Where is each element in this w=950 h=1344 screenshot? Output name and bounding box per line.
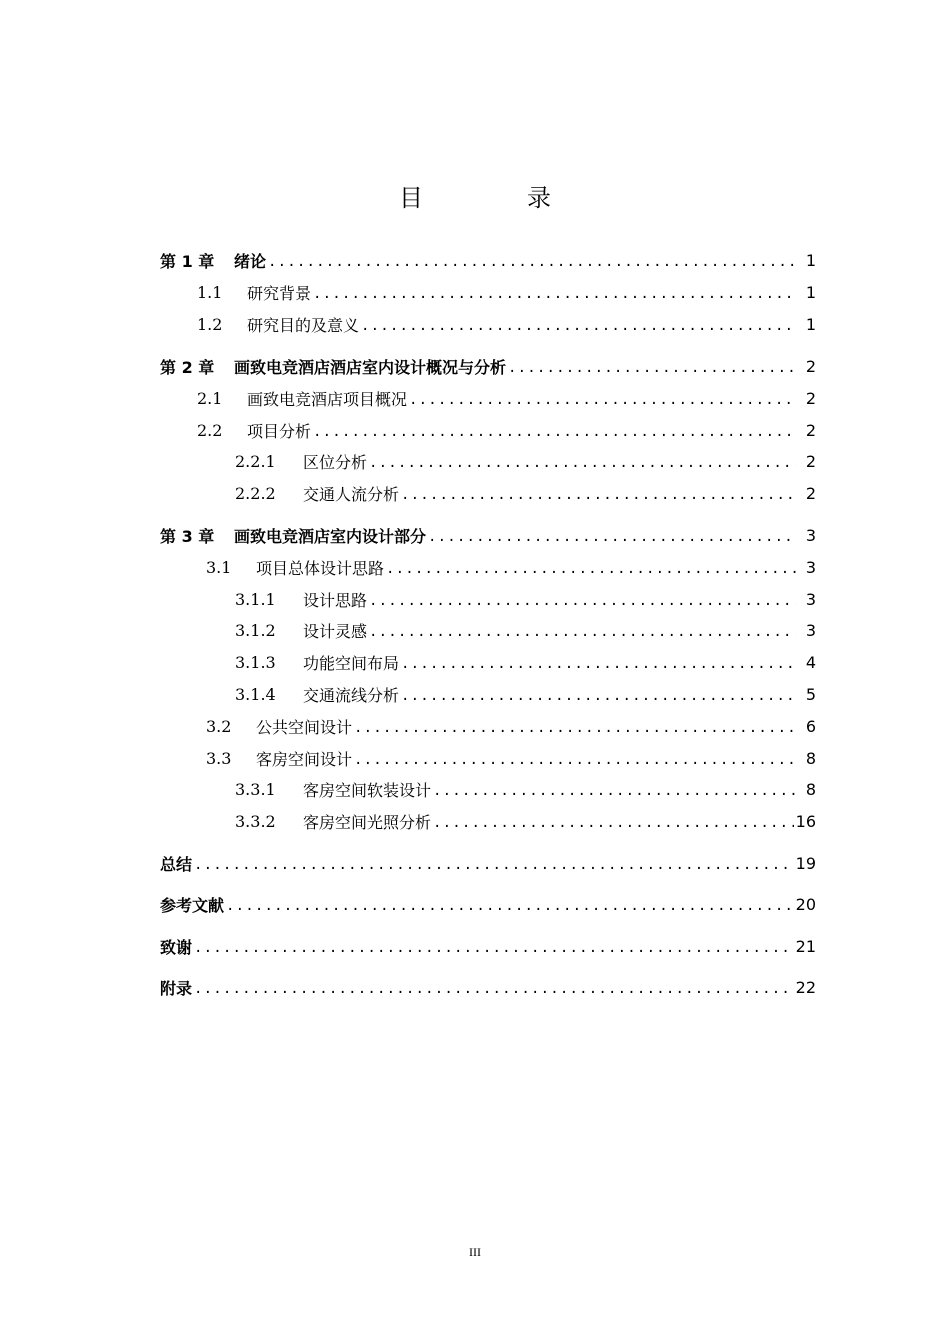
toc-entry-1-2[interactable] xyxy=(160,312,816,336)
toc-entry-1-1[interactable] xyxy=(160,280,816,304)
dot-leader xyxy=(313,424,796,440)
toc-entry-2-2[interactable] xyxy=(160,418,816,442)
toc-entry-page: 3 xyxy=(805,525,816,545)
dot-leader xyxy=(369,624,796,640)
dot-leader xyxy=(369,593,796,609)
dot-leader xyxy=(433,783,796,799)
toc-entry-page: 3 xyxy=(805,620,816,640)
toc-entry-3-1-1[interactable] xyxy=(160,587,816,611)
toc-entry-number: 3.3.2 xyxy=(235,811,276,831)
toc-entry-label: 致谢 xyxy=(160,937,193,957)
toc-entry-2-2-1[interactable] xyxy=(160,449,816,473)
toc-entry-2-1[interactable] xyxy=(160,386,816,410)
dot-leader xyxy=(401,487,796,503)
toc-entry-label: 参考文献 xyxy=(160,895,225,915)
toc-entry-number: 1.2 xyxy=(197,314,223,334)
dot-leader xyxy=(194,940,794,956)
toc-entry-page: 2 xyxy=(805,420,816,440)
toc-entry-number: 2.1 xyxy=(197,388,223,408)
toc-entry-number: 3.3 xyxy=(206,748,232,768)
toc-entry-3-1-3[interactable] xyxy=(160,650,816,674)
toc-entry-page: 3 xyxy=(805,589,816,609)
dot-leader xyxy=(401,656,796,672)
toc-entry-label: 交通人流分析 xyxy=(303,484,400,504)
toc-entry-label: 画致电竞酒店酒店室内设计概况与分析 xyxy=(234,357,507,377)
toc-entry-chapter-3[interactable] xyxy=(160,523,816,547)
dot-leader xyxy=(508,360,796,376)
toc-entry-page: 3 xyxy=(805,557,816,577)
toc-entry-page: 4 xyxy=(805,652,816,672)
toc-entry-label: 设计思路 xyxy=(303,590,368,610)
toc-entry-page: 2 xyxy=(805,483,816,503)
toc-entry-label: 设计灵感 xyxy=(303,621,368,641)
toc-entry-page: 1 xyxy=(805,250,816,270)
page-number-footer: III xyxy=(469,1245,481,1259)
toc-entry-chapter-2[interactable] xyxy=(160,354,816,378)
toc-entry-summary[interactable] xyxy=(160,851,816,875)
toc-entry-page: 1 xyxy=(805,314,816,334)
toc-entry-label: 区位分析 xyxy=(303,452,368,472)
toc-entry-number: 2.2 xyxy=(197,420,223,440)
toc-entry-label: 功能空间布局 xyxy=(303,653,400,673)
dot-leader xyxy=(369,455,796,471)
dot-leader xyxy=(194,981,794,997)
toc-entry-label: 画致电竞酒店项目概况 xyxy=(247,389,408,409)
toc-entry-number: 3.1.4 xyxy=(235,684,276,704)
toc-entry-page: 22 xyxy=(795,977,816,997)
toc-entry-page: 2 xyxy=(805,451,816,471)
toc-entry-3-3-2[interactable] xyxy=(160,809,816,833)
toc-entry-3-1-2[interactable] xyxy=(160,618,816,642)
toc-entry-label: 交通流线分析 xyxy=(303,685,400,705)
toc-entry-page: 8 xyxy=(805,779,816,799)
toc-entry-label: 研究目的及意义 xyxy=(247,315,360,335)
dot-leader xyxy=(386,561,796,577)
dot-leader xyxy=(433,815,794,831)
toc-entry-label: 研究背景 xyxy=(247,283,312,303)
page-title: 目 录 xyxy=(399,184,591,212)
toc-entry-label: 客房空间光照分析 xyxy=(303,812,432,832)
toc-entry-label: 客房空间软装设计 xyxy=(303,780,432,800)
toc-entry-number: 1.1 xyxy=(197,282,223,302)
toc-entry-label: 画致电竞酒店室内设计部分 xyxy=(234,526,427,546)
toc-entry-page: 20 xyxy=(795,894,816,914)
toc-entry-number: 2.2.2 xyxy=(235,483,276,503)
toc-entry-number: 3.2 xyxy=(206,716,232,736)
toc-entry-label: 客房空间设计 xyxy=(256,749,353,769)
toc-entry-number: 3.1.3 xyxy=(235,652,276,672)
toc-entry-page: 16 xyxy=(795,811,816,831)
toc-entry-page: 1 xyxy=(805,282,816,302)
toc-entry-chapter-1[interactable] xyxy=(160,248,816,272)
toc-entry-label: 绪论 xyxy=(234,251,267,271)
toc-entry-3-1-4[interactable] xyxy=(160,682,816,706)
toc-entry-number: 第 3 章 xyxy=(160,526,215,546)
toc-entry-number: 3.1.2 xyxy=(235,620,276,640)
dot-leader xyxy=(401,688,796,704)
toc-entry-number: 第 1 章 xyxy=(160,251,215,271)
dot-leader xyxy=(354,720,796,736)
toc-entry-number: 3.1.1 xyxy=(235,589,276,609)
toc-entry-page: 6 xyxy=(805,716,816,736)
dot-leader xyxy=(313,286,796,302)
toc-entry-appendix[interactable] xyxy=(160,975,816,999)
toc-entry-page: 21 xyxy=(795,936,816,956)
toc-entry-page: 2 xyxy=(805,356,816,376)
dot-leader xyxy=(361,318,796,334)
dot-leader xyxy=(268,254,796,270)
dot-leader xyxy=(194,857,794,873)
toc-entry-number: 第 2 章 xyxy=(160,357,215,377)
toc-entry-2-2-2[interactable] xyxy=(160,481,816,505)
toc-entry-number: 3.1 xyxy=(206,557,232,577)
toc-entry-label: 公共空间设计 xyxy=(256,717,353,737)
toc-entry-page: 8 xyxy=(805,748,816,768)
toc-entry-3-3[interactable] xyxy=(160,746,816,770)
toc-entry-label: 附录 xyxy=(160,978,193,998)
toc-entry-3-2[interactable] xyxy=(160,714,816,738)
dot-leader xyxy=(409,392,796,408)
toc-entry-number: 2.2.1 xyxy=(235,451,276,471)
toc-entry-label: 项目分析 xyxy=(247,421,312,441)
toc-entry-acknowledgements[interactable] xyxy=(160,934,816,958)
toc-entry-label: 项目总体设计思路 xyxy=(256,558,385,578)
toc-entry-page: 19 xyxy=(795,853,816,873)
toc-entry-page: 5 xyxy=(805,684,816,704)
toc-entry-references[interactable] xyxy=(160,892,816,916)
toc-entry-page: 2 xyxy=(805,388,816,408)
toc-entry-3-3-1[interactable] xyxy=(160,777,816,801)
dot-leader xyxy=(428,529,796,545)
dot-leader xyxy=(226,898,794,914)
toc-entry-label: 总结 xyxy=(160,854,193,874)
dot-leader xyxy=(354,752,796,768)
toc-entry-number: 3.3.1 xyxy=(235,779,276,799)
toc-entry-3-1[interactable] xyxy=(160,555,816,579)
